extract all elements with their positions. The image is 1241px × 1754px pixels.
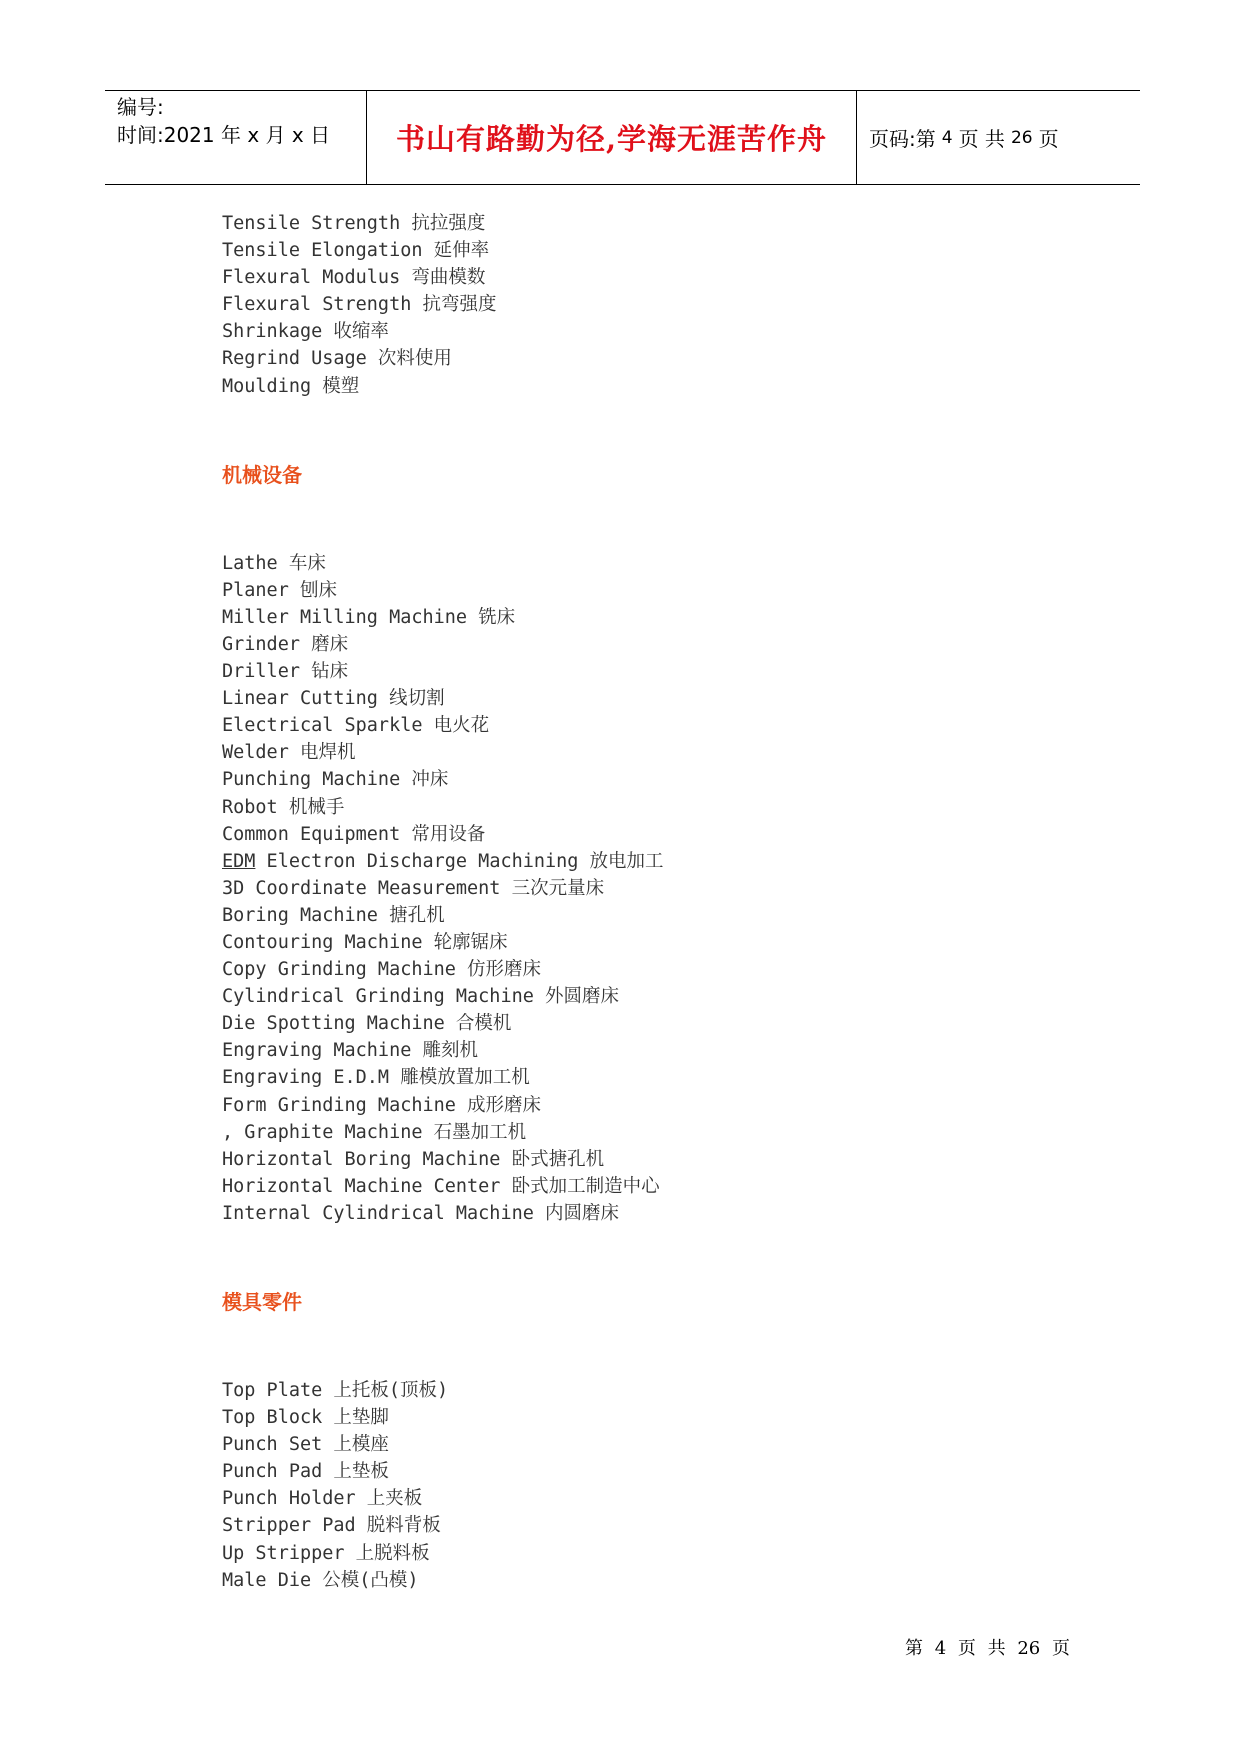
mold-parts-list [222, 1377, 1122, 1594]
list-item: Robot 机械手 [222, 796, 345, 818]
list-item: 3D Coordinate Measurement 三次元量床 [222, 877, 605, 899]
machinery-list [222, 550, 1122, 1227]
page-prefix: 页码:第 [869, 127, 936, 151]
section-heading-mold-parts: 模具零件 [222, 1290, 302, 1314]
list-item: Electrical Sparkle 电火花 [222, 715, 490, 737]
list-item: Punch Pad 上垫板 [222, 1461, 389, 1483]
list-item: Driller 钻床 [222, 661, 349, 683]
list-item: Shrinkage 收缩率 [222, 321, 389, 343]
edm-description: Electron Discharge Machining 放电加工 [255, 850, 664, 872]
list-item: Die Spotting Machine 合模机 [222, 1013, 512, 1035]
page-header [105, 90, 1140, 185]
list-item: Engraving E.D.M 雕模放置加工机 [222, 1067, 530, 1089]
list-item: Cylindrical Grinding Machine 外圆磨床 [222, 986, 620, 1008]
list-item: Miller Milling Machine 铣床 [222, 606, 516, 628]
document-time-label: 时间:2021 年 x 月 x 日 [117, 123, 331, 147]
materials-list [222, 210, 1122, 400]
list-item: Grinder 磨床 [222, 633, 349, 655]
list-item: Flexural Strength 抗弯强度 [222, 294, 497, 316]
page-mid: 页 共 [958, 127, 1005, 151]
page-suffix: 页 [1038, 127, 1059, 151]
list-item: Linear Cutting 线切割 [222, 688, 445, 710]
document-number-label: 编号: [117, 95, 164, 119]
header-motto: 书山有路勤为径,学海无涯苦作舟 [367, 91, 857, 184]
list-item: Moulding 模塑 [222, 375, 360, 397]
page-total: 26 [1010, 127, 1033, 148]
page-footer: 第 4 页 共 26 页 [905, 1638, 1070, 1659]
list-item: Punch Holder 上夹板 [222, 1488, 423, 1510]
list-item: Punch Set 上模座 [222, 1434, 389, 1456]
list-item: Top Block 上垫脚 [222, 1407, 389, 1429]
header-meta [105, 91, 367, 184]
list-item: Flexural Modulus 弯曲模数 [222, 267, 486, 289]
list-item: Male Die 公模(凸模) [222, 1569, 419, 1591]
list-item: Common Equipment 常用设备 [222, 823, 486, 845]
list-item: Form Grinding Machine 成形磨床 [222, 1094, 542, 1116]
list-item: Welder 电焊机 [222, 742, 356, 764]
list-item: , Graphite Machine 石墨加工机 [222, 1121, 527, 1143]
list-item: Contouring Machine 轮廓锯床 [222, 931, 508, 953]
list-item: Regrind Usage 次料使用 [222, 348, 452, 370]
list-item: Stripper Pad 脱料背板 [222, 1515, 441, 1537]
edm-abbreviation: EDM [222, 850, 256, 872]
list-item: Lathe 车床 [222, 552, 326, 574]
header-page-info [857, 91, 1140, 184]
section-heading-machinery: 机械设备 [222, 462, 302, 487]
list-item: Punching Machine 冲床 [222, 769, 449, 791]
list-item: Planer 刨床 [222, 579, 337, 601]
list-item: Up Stripper 上脱料板 [222, 1542, 430, 1564]
list-item-edm [222, 848, 1122, 875]
page-current: 4 [941, 127, 953, 148]
list-item: Horizontal Boring Machine 卧式搪孔机 [222, 1148, 605, 1170]
list-item: Horizontal Machine Center 卧式加工制造中心 [222, 1175, 660, 1197]
document-body [222, 210, 1122, 1594]
list-item: Internal Cylindrical Machine 内圆磨床 [222, 1202, 620, 1224]
list-item: Copy Grinding Machine 仿形磨床 [222, 959, 542, 981]
list-item: Engraving Machine 雕刻机 [222, 1040, 478, 1062]
list-item: Tensile Strength 抗拉强度 [222, 213, 486, 234]
list-item: Tensile Elongation 延伸率 [222, 240, 490, 262]
list-item: Top Plate 上托板(顶板) [222, 1380, 449, 1401]
list-item: Boring Machine 搪孔机 [222, 904, 445, 926]
